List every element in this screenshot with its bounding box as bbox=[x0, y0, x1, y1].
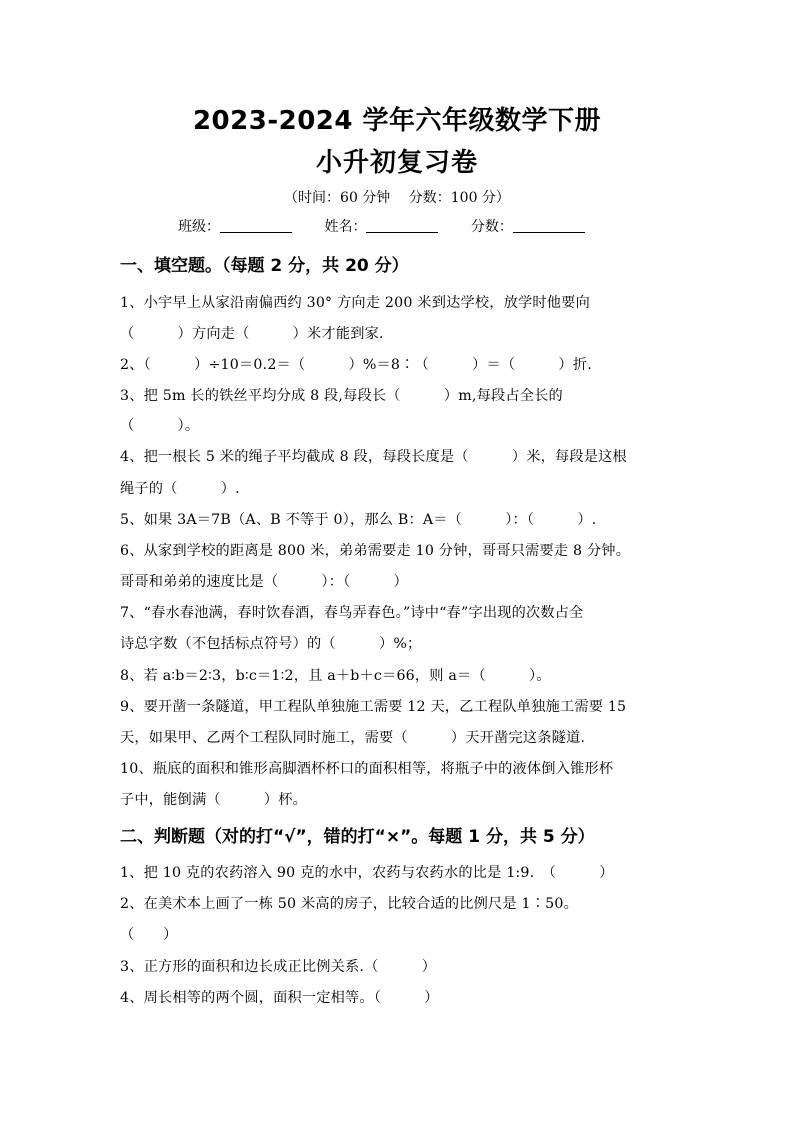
question-line: 2、在美术本上画了一栋 50 米高的房子，比较合适的比例尺是 1∶50。 bbox=[120, 896, 578, 912]
question-line: 9、要开凿一条隧道，甲工程队单独施工需要 12 天，乙工程队单独施工需要 15 bbox=[120, 699, 627, 715]
name-label: 姓名： bbox=[324, 219, 367, 235]
score-label: 分数： bbox=[470, 219, 513, 235]
question-line: 4、把一根长 5 米的绳子平均截成 8 段，每段长度是（ ）米，每段是这根 bbox=[120, 449, 627, 465]
question-line: 6、从家到学校的距离是 800 米，弟弟需要走 10 分钟，哥哥只需要走 8 分钟。 bbox=[120, 543, 631, 559]
exam-time-score: （时间：60 分钟 分数：100 分） bbox=[284, 190, 510, 206]
question-line: 天，如果甲、乙两个工程队同时施工，需要（ ）天开凿完这条隧道. bbox=[120, 730, 586, 746]
question-line: 1、小宇早上从家沿南偏西约 30° 方向走 200 米到达学校，放学时他要向 bbox=[120, 295, 590, 311]
exam-subtitle: 小升初复习卷 bbox=[315, 148, 478, 178]
question-line: 1、把 10 克的农药溶入 90 克的水中，农药与农药水的比是 1:9. （ ） bbox=[120, 865, 614, 881]
class-blank[interactable] bbox=[220, 218, 292, 233]
name-blank[interactable] bbox=[366, 218, 438, 233]
section-heading-fill-blank: 一、填空题。（每题 2 分，共 20 分） bbox=[120, 256, 409, 276]
question-line: 3、正方形的面积和边长成正比例关系.（ ） bbox=[120, 959, 437, 975]
class-label: 班级： bbox=[178, 219, 220, 235]
student-info-row bbox=[178, 216, 613, 236]
score-blank[interactable] bbox=[513, 218, 585, 233]
question-line: 4、周长相等的两个圆，面积一定相等。（ ） bbox=[120, 990, 439, 1006]
question-line: 5、如果 3A＝7B（A、B 不等于 0），那么 B：A＝（ ）：（ ）. bbox=[120, 512, 597, 528]
question-line: （ ）。 bbox=[120, 418, 200, 434]
question-line: 10、瓶底的面积和锥形高脚酒杯杯口的面积相等，将瓶子中的液体倒入锥形杯 bbox=[120, 761, 614, 777]
question-line: 8、若 a∶b＝2∶3，b∶c＝1∶2，且 a＋b＋c＝66，则 a＝（ ）。 bbox=[120, 668, 551, 684]
section-heading-true-false: 二、判断题（对的打“√”，错的打“×”。每题 1 分，共 5 分） bbox=[120, 827, 595, 847]
question-line: 哥哥和弟弟的速度比是（ ）：（ ） bbox=[120, 574, 408, 590]
question-line: 子中，能倒满（ ）杯。 bbox=[120, 792, 308, 808]
question-line: 3、把 5m 长的铁丝平均分成 8 段,每段长（ ）m,每段占全长的 bbox=[120, 388, 563, 404]
exam-title: 2023-2024 学年六年级数学下册 bbox=[192, 106, 602, 136]
question-line: （ ） bbox=[120, 927, 178, 943]
question-line: 诗总字数（不包括标点符号）的（ ）%； bbox=[120, 636, 422, 652]
question-line: （ ）方向走（ ）米才能到家. bbox=[120, 326, 384, 342]
question-line: 7、“春水春池满，春时饮春酒，春鸟弄春色。”诗中“春”字出现的次数占全 bbox=[120, 605, 584, 621]
question-line: 绳子的（ ）. bbox=[120, 481, 240, 497]
question-line: 2、（ ）÷10＝0.2＝（ ）%＝8∶（ ）＝（ ）折. bbox=[120, 357, 592, 373]
